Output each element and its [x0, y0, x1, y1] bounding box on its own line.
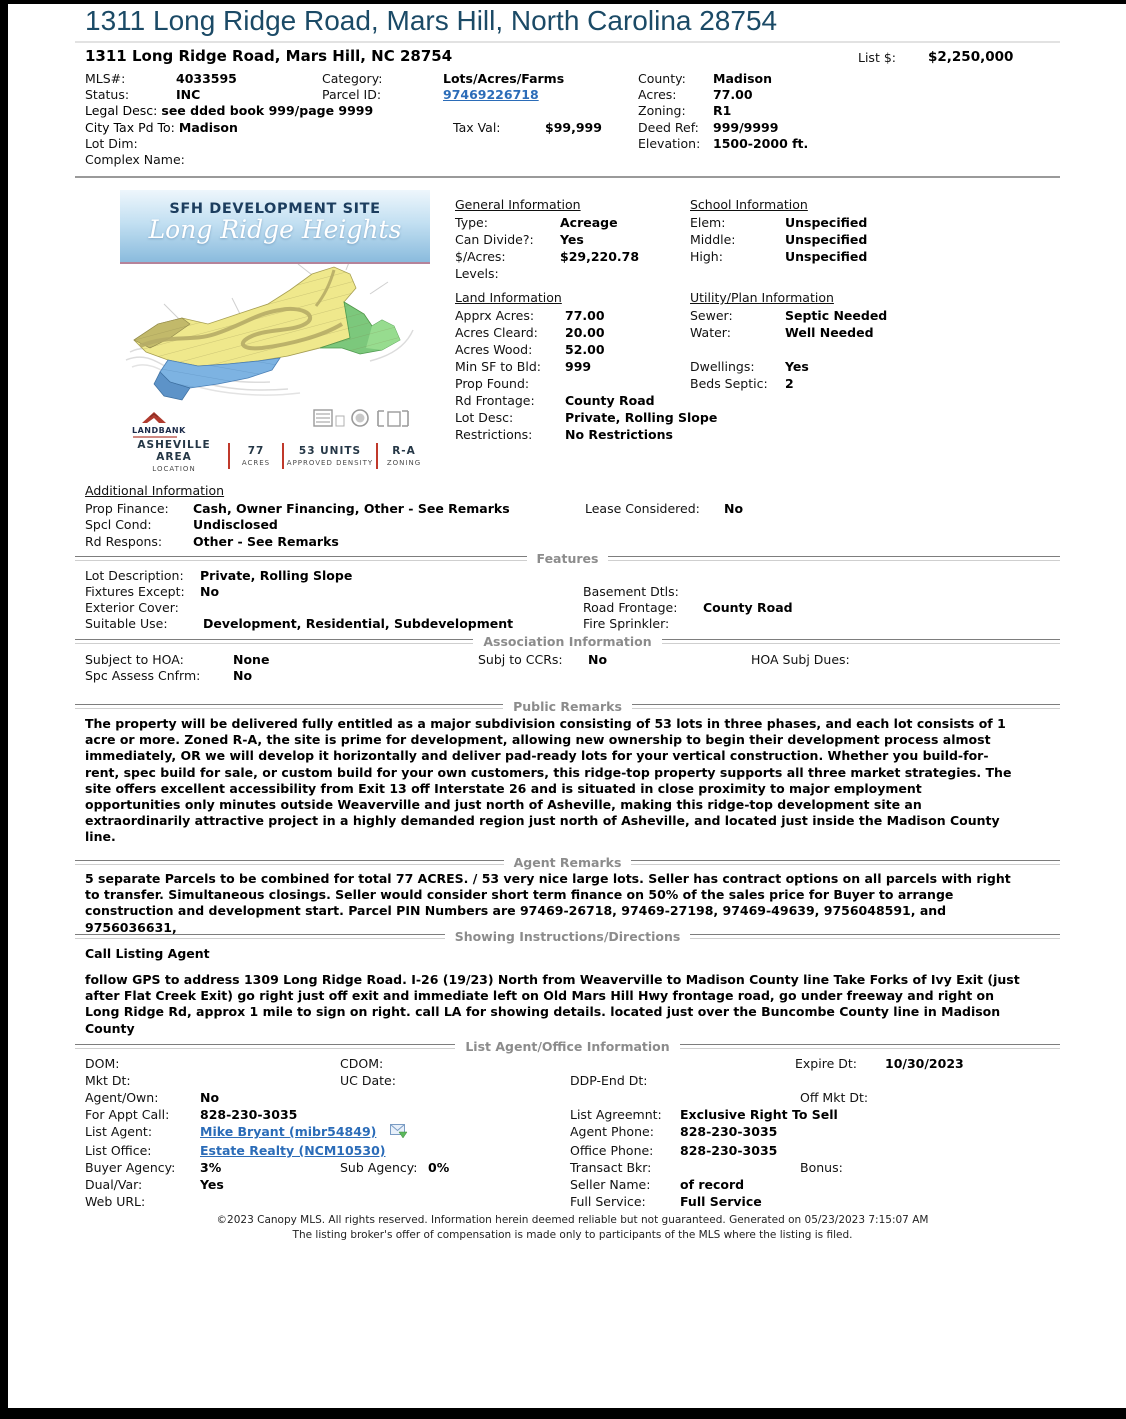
- lot-description-value: Private, Rolling Slope: [200, 568, 353, 583]
- for-appt-label: For Appt Call:: [85, 1107, 170, 1122]
- min-sf-label: Min SF to Bld:: [455, 359, 541, 374]
- exterior-cover-label: Exterior Cover:: [85, 600, 179, 615]
- tax-val-value: $99,999: [545, 120, 602, 135]
- list-office-link[interactable]: Estate Realty (NCM10530): [200, 1143, 386, 1158]
- category-label: Category:: [322, 71, 383, 86]
- acres-cleard-label: Acres Cleard:: [455, 325, 538, 340]
- showing-divider-label: Showing Instructions/Directions: [454, 929, 681, 944]
- zoning-label: Zoning:: [638, 103, 686, 118]
- suitable-use-value: Development, Residential, Subdevelopment: [203, 616, 514, 631]
- apprx-acres-label: Apprx Acres:: [455, 308, 535, 323]
- spcl-cond-value: Undisclosed: [193, 517, 278, 532]
- subj-ccrs-label: Subj to CCRs:: [478, 652, 563, 667]
- sub-agency-value: 0%: [428, 1160, 450, 1175]
- plat-map: [120, 264, 430, 414]
- general-info-heading: General Information: [455, 197, 581, 212]
- legal-desc-row: [85, 103, 373, 118]
- rd-frontage-value: County Road: [565, 393, 655, 408]
- footer-disclaimer: The listing broker's offer of compensation is made only to participants of the MLS where the listing is filed.: [292, 1229, 853, 1241]
- high-label: High:: [690, 249, 723, 264]
- flyer-title: SFH DEVELOPMENT SITE: [169, 201, 381, 217]
- agent-phone-label: Agent Phone:: [570, 1124, 654, 1139]
- parcel-id-label: Parcel ID:: [322, 87, 382, 102]
- fixtures-except-value: No: [200, 584, 220, 599]
- deed-ref-value: 999/9999: [713, 120, 779, 135]
- type-value: Acreage: [560, 215, 618, 230]
- uc-date-label: UC Date:: [340, 1073, 396, 1088]
- lot-description-label: Lot Description:: [85, 568, 184, 583]
- subject-hoa-value: None: [233, 652, 270, 667]
- association-divider: [75, 634, 1060, 649]
- list-price-label: List $:: [858, 50, 896, 65]
- spc-assess-value: No: [233, 668, 253, 683]
- rd-respons-value: Other - See Remarks: [193, 534, 339, 549]
- mls-value: 4033595: [176, 71, 237, 86]
- lease-considered-label: Lease Considered:: [585, 501, 700, 516]
- suitable-use-label: Suitable Use:: [85, 616, 168, 631]
- dom-label: DOM:: [85, 1056, 120, 1071]
- water-value: Well Needed: [785, 325, 874, 340]
- utility-icons: [312, 406, 422, 432]
- public-remarks-divider: [75, 699, 1060, 714]
- restrictions-label: Restrictions:: [455, 427, 533, 442]
- page-edge-top: [0, 0, 1126, 4]
- agent-phone-value: 828-230-3035: [680, 1124, 778, 1139]
- prop-finance-value: Cash, Owner Financing, Other - See Remarks: [193, 501, 510, 516]
- office-phone-label: Office Phone:: [570, 1143, 654, 1158]
- min-sf-value: 999: [565, 359, 592, 374]
- per-acres-value: $29,220.78: [560, 249, 640, 264]
- additional-info-heading: Additional Information: [85, 483, 225, 498]
- can-divide-value: Yes: [560, 232, 584, 247]
- flyer-stat-location: ASHEVILLE AREA LOCATION: [137, 439, 211, 473]
- tax-val-label: Tax Val:: [453, 120, 501, 135]
- email-icon[interactable]: [390, 1124, 408, 1139]
- school-info-heading: School Information: [690, 197, 808, 212]
- agent-own-label: Agent/Own:: [85, 1090, 159, 1105]
- prop-found-label: Prop Found:: [455, 376, 530, 391]
- expire-dt-label: Expire Dt:: [795, 1056, 857, 1071]
- svg-text:LANDBANK: LANDBANK: [132, 426, 186, 435]
- rd-respons-label: Rd Respons:: [85, 534, 163, 549]
- list-office-label: List Office:: [85, 1143, 152, 1158]
- spcl-cond-label: Spcl Cond:: [85, 517, 152, 532]
- deed-ref-label: Deed Ref:: [638, 120, 699, 135]
- spc-assess-label: Spc Assess Cnfrm:: [85, 668, 201, 683]
- per-acres-label: $/Acres:: [455, 249, 506, 264]
- list-info-divider-label: List Agent/Office Information: [465, 1039, 670, 1054]
- property-photo: [120, 190, 430, 475]
- full-service-label: Full Service:: [570, 1194, 646, 1209]
- zoning-value: R1: [713, 103, 732, 118]
- status-label: Status:: [85, 87, 130, 102]
- page-edge-left: [0, 0, 8, 1419]
- listing-address: 1311 Long Ridge Road, Mars Hill, NC 28754: [85, 47, 453, 65]
- for-appt-value: 828-230-3035: [200, 1107, 298, 1122]
- utility-info-heading: Utility/Plan Information: [690, 290, 834, 305]
- apprx-acres-value: 77.00: [565, 308, 605, 323]
- list-agreemnt-value: Exclusive Right To Sell: [680, 1107, 838, 1122]
- agent-remarks-text: 5 separate Parcels to be combined for total 77 ACRES. / 53 very nice large lots. Seller has contract options on all parcels with right to transfer. Simultaneous closings. Seller would consider short term finance on 50% of the sales price for Buyer to arrange construction and development start. Parcel PIN Numbers are 97469-26718, 97469-27198, 97469-49639, 9756048591, and 9756036631,: [85, 871, 1011, 935]
- full-service-value: Full Service: [680, 1194, 762, 1209]
- list-agreemnt-label: List Agreemnt:: [570, 1107, 662, 1122]
- county-value: Madison: [713, 71, 773, 86]
- dual-var-value: Yes: [200, 1177, 224, 1192]
- acres-wood-label: Acres Wood:: [455, 342, 533, 357]
- complex-name-label: Complex Name:: [85, 152, 185, 167]
- lot-desc-value: Private, Rolling Slope: [565, 410, 718, 425]
- elem-value: Unspecified: [785, 215, 868, 230]
- seller-name-label: Seller Name:: [570, 1177, 651, 1192]
- lot-dim-label: Lot Dim:: [85, 136, 138, 151]
- sewer-label: Sewer:: [690, 308, 733, 323]
- category-value: Lots/Acres/Farms: [443, 71, 565, 86]
- sub-agency-label: Sub Agency:: [340, 1160, 418, 1175]
- flyer-banner: [120, 190, 430, 264]
- type-label: Type:: [455, 215, 488, 230]
- page-title: 1311 Long Ridge Road, Mars Hill, North Carolina 28754: [85, 5, 778, 36]
- legal-desc-label: Legal Desc:: [85, 103, 158, 118]
- public-remarks-divider-label: Public Remarks: [513, 699, 622, 714]
- fixtures-except-label: Fixtures Except:: [85, 584, 185, 599]
- legal-desc-value: see dded book 999/page 9999: [161, 103, 374, 118]
- list-info-divider: [75, 1039, 1060, 1054]
- office-phone-value: 828-230-3035: [680, 1143, 778, 1158]
- county-label: County:: [638, 71, 686, 86]
- city-tax-row: [85, 120, 238, 135]
- road-frontage-value: County Road: [703, 600, 793, 615]
- acres-label: Acres:: [638, 87, 677, 102]
- middle-label: Middle:: [690, 232, 736, 247]
- restrictions-value: No Restrictions: [565, 427, 673, 442]
- dwellings-value: Yes: [785, 359, 809, 374]
- elevation-label: Elevation:: [638, 136, 701, 151]
- expire-dt-value: 10/30/2023: [885, 1056, 964, 1071]
- flyer-stat-zoning: R-A ZONING: [386, 445, 422, 467]
- status-value: INC: [176, 87, 201, 102]
- lot-desc-label: Lot Desc:: [455, 410, 514, 425]
- subject-hoa-label: Subject to HOA:: [85, 652, 184, 667]
- list-agent-label: List Agent:: [85, 1124, 153, 1139]
- call-listing-agent: Call Listing Agent: [85, 946, 210, 961]
- mkt-dt-label: Mkt Dt:: [85, 1073, 131, 1088]
- dwellings-label: Dwellings:: [690, 359, 755, 374]
- acres-wood-value: 52.00: [565, 342, 605, 357]
- association-divider-label: Association Information: [483, 634, 652, 649]
- flyer-stat-acres: 77 ACRES: [241, 445, 271, 467]
- showing-divider: [75, 929, 1060, 944]
- beds-septic-label: Beds Septic:: [690, 376, 768, 391]
- header-rule: [75, 176, 1060, 178]
- agent-own-value: No: [200, 1090, 220, 1105]
- flyer-stat-density: 53 UNITS APPROVED DENSITY: [286, 445, 374, 467]
- buyer-agency-value: 3%: [200, 1160, 222, 1175]
- levels-label: Levels:: [455, 266, 499, 281]
- flyer-subtitle: Long Ridge Heights: [148, 215, 402, 244]
- acres-value: 77.00: [713, 87, 753, 102]
- page-edge-bottom: [0, 1408, 1126, 1419]
- features-divider-label: Features: [536, 551, 599, 566]
- middle-value: Unspecified: [785, 232, 868, 247]
- elevation-value: 1500-2000 ft.: [713, 136, 809, 151]
- basement-dtls-label: Basement Dtls:: [583, 584, 679, 599]
- land-info-heading: Land Information: [455, 290, 562, 305]
- list-price-value: $2,250,000: [928, 49, 1014, 65]
- title-rule: [75, 41, 1060, 43]
- dual-var-label: Dual/Var:: [85, 1177, 143, 1192]
- acres-cleard-value: 20.00: [565, 325, 605, 340]
- features-divider: [75, 551, 1060, 566]
- elem-label: Elem:: [690, 215, 726, 230]
- lease-considered-value: No: [724, 501, 744, 516]
- city-tax-label: City Tax Pd To:: [85, 120, 175, 135]
- bonus-label: Bonus:: [800, 1160, 843, 1175]
- road-frontage-label: Road Frontage:: [583, 600, 678, 615]
- parcel-id-link[interactable]: 97469226718: [443, 87, 539, 102]
- rd-frontage-label: Rd Frontage:: [455, 393, 535, 408]
- public-remarks-text: The property will be delivered fully entitled as a major subdivision consisting of 53 lots in three phases, and each lot consists of 1 acre or more. Zoned R-A, the site is prime for development, allowing new ownership to begin their development process almost immediately, OR we will develop it horizontally and deliver pad-ready lots for your vertical construction. Whether you build-for-rent, spec build for sale, or custom build for your own customers, this ridge-top property supports all three market strategies. The site offers excellent accessibility from Exit 13 off Interstate 26 and is situated in close proximity to major employment opportunities only minutes outside Weaverville and just north of Asheville, making this ridge-top development site an extraordinarily attractive project in a highly demanded region just north of Asheville, and located just inside the Madison County line.: [85, 716, 1012, 845]
- off-mkt-label: Off Mkt Dt:: [800, 1090, 869, 1105]
- prop-finance-label: Prop Finance:: [85, 501, 169, 516]
- cdom-label: CDOM:: [340, 1056, 384, 1071]
- agent-remarks-divider-label: Agent Remarks: [513, 855, 622, 870]
- flyer-stats: [120, 439, 430, 473]
- beds-septic-value: 2: [785, 376, 794, 391]
- fire-sprinkler-label: Fire Sprinkler:: [583, 616, 670, 631]
- can-divide-label: Can Divide?:: [455, 232, 534, 247]
- list-agent-link[interactable]: Mike Bryant (mibr54849): [200, 1124, 377, 1139]
- directions-text: follow GPS to address 1309 Long Ridge Road. I-26 (19/23) North from Weaverville to Madison County line Take Forks of Ivy Exit (just after Flat Creek Exit) go right just off exit and immediate left on Old Mars Hill Hwy frontage road, go under freeway and right on Long Ridge Rd, approx 1 mile to sign on right. call LA for showing details. located just over the Buncombe County line in Madison County: [85, 972, 1020, 1036]
- mls-label: MLS#:: [85, 71, 126, 86]
- buyer-agency-label: Buyer Agency:: [85, 1160, 176, 1175]
- high-value: Unspecified: [785, 249, 868, 264]
- seller-name-value: of record: [680, 1177, 745, 1192]
- footer-copyright: ©2023 Canopy MLS. All rights reserved. Information herein deemed reliable but not guaranteed. Generated on 05/23/2023 7:15:07 AM: [216, 1214, 929, 1226]
- agent-remarks-divider: [75, 855, 1060, 870]
- water-label: Water:: [690, 325, 731, 340]
- hoa-subj-dues-label: HOA Subj Dues:: [751, 652, 850, 667]
- transact-bkr-label: Transact Bkr:: [570, 1160, 652, 1175]
- subj-ccrs-value: No: [588, 652, 608, 667]
- city-tax-value: Madison: [178, 120, 238, 135]
- web-url-label: Web URL:: [85, 1194, 146, 1209]
- sewer-value: Septic Needed: [785, 308, 888, 323]
- landbank-logo: [128, 408, 198, 442]
- ddp-end-label: DDP-End Dt:: [570, 1073, 648, 1088]
